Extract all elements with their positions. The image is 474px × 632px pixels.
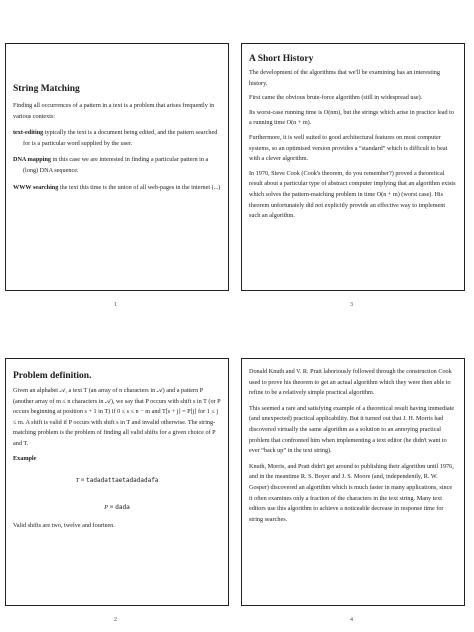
- slide-title: Problem definition.: [13, 371, 92, 381]
- text-variable: T ≡: [75, 477, 87, 485]
- slide-short-history: [241, 43, 465, 291]
- term-description: typically the text is a document being edited, and the pattern searched for is a particular word supplied by the user.: [23, 129, 218, 147]
- intro-paragraph: Finding all occurrences of a pattern in a text is a problem that arises frequently in various contexts:: [13, 102, 215, 120]
- slide-problem-definition: [5, 358, 229, 606]
- paragraph: First came the obvious brute-force algorithm (still in widespread use).: [249, 94, 423, 102]
- list-item: [13, 128, 221, 149]
- slide-title: A Short History: [249, 54, 314, 64]
- pattern-value: dada: [115, 503, 130, 511]
- paragraph: Its worst-case running time is O(nm), but the strings which arise in practice lead to a running time O(n + m).: [249, 108, 454, 127]
- term-description: the text this time is the union of all web-pages in the internet (...): [58, 183, 221, 191]
- slide-history-continued: [241, 358, 465, 606]
- pattern-definition: [13, 503, 221, 514]
- example-heading: [13, 454, 221, 465]
- term: text-editing: [13, 129, 44, 137]
- page-number: 4: [350, 617, 353, 623]
- slide-title: String Matching: [13, 84, 80, 94]
- text-value: tadadattaetadadadafa: [86, 477, 159, 485]
- list-item: [13, 155, 221, 176]
- slide-string-matching: [5, 43, 229, 291]
- list-item: [13, 183, 221, 194]
- paragraph: Furthermore, it is well suited to good architectural features on most computer systems, so an optimised version provides a “standard” which is difficult to beat with a clever algorithm.: [249, 133, 448, 163]
- paragraph: Donald Knuth and V. R. Pratt laboriously followed through the construction Cook used to prove his theorem to get an actual algorithm which they were then able to refine to be a relatively simple practical algorithm.: [249, 368, 452, 397]
- paragraph: This seemed a rare and satisfying example of a theoretical result having immediate (and unexpected) practical applicability. But it turned out that J. H. Morris had discovered virtually the same algorithm as a solution to an annoying practical problem that confronted him when implementing a text editor (he didn't want to ever “back up” in the text string).: [249, 404, 455, 455]
- page-number: 1: [114, 302, 117, 308]
- paragraph: In 1970, Steve Cook (Cook's theorem, do you remember?) proved a theoretical result about a particular type of abstract computer implying that an algorithm exists which solves the pattern-matching problem in time O(n + m) (worst case). His theorem unfortunately did not explicitly provide an effective way to implement such an algorithm.: [249, 169, 456, 220]
- example-heading-text: Example: [13, 454, 37, 462]
- term: DNA mapping: [13, 156, 51, 164]
- pattern-variable: P ≡: [104, 503, 116, 511]
- page-number: 2: [114, 617, 117, 623]
- definition-paragraph: Given an alphabet 𝒜, a text T (an array of n characters in 𝒜) and a pattern P (another array of m ≤ n characters in 𝒜), we say that P occurs with shift s in T (or P occurs beginning at position s + 1 in T) if 0 ≤ s ≤ n − m and T[s + j] = P[j] for 1 ≤ j ≤ m. A shift is valid if P occurs with shift s in T and invalid otherwise. The string-matching problem is the problem of finding all valid shifts for a given choice of P and T.: [13, 387, 221, 447]
- paragraph: The development of the algorithms that we'll be examining has an interesting history.: [249, 69, 440, 87]
- paragraph: Knuth, Morris, and Pratt didn't get around to publishing their algorithm until 1976, and in the meantime R. S. Boyer and J. S. Moore (and, independently, R. W. Gosper) discovered an algorithm which is much faster in many applications, since it often examines only a fraction of the characters in the text string. Many text editors use this algorithm to achieve a noticeable decrease in response time for string searches.: [249, 462, 454, 523]
- text-definition: [13, 476, 221, 487]
- conclusion: Valid shifts are two, twelve and fourteen.: [13, 522, 115, 530]
- term-description: in this case we are interested in finding a particular pattern in a (long) DNA sequence.: [23, 156, 209, 174]
- term: WWW searching: [13, 183, 59, 191]
- page-number: 3: [350, 302, 353, 308]
